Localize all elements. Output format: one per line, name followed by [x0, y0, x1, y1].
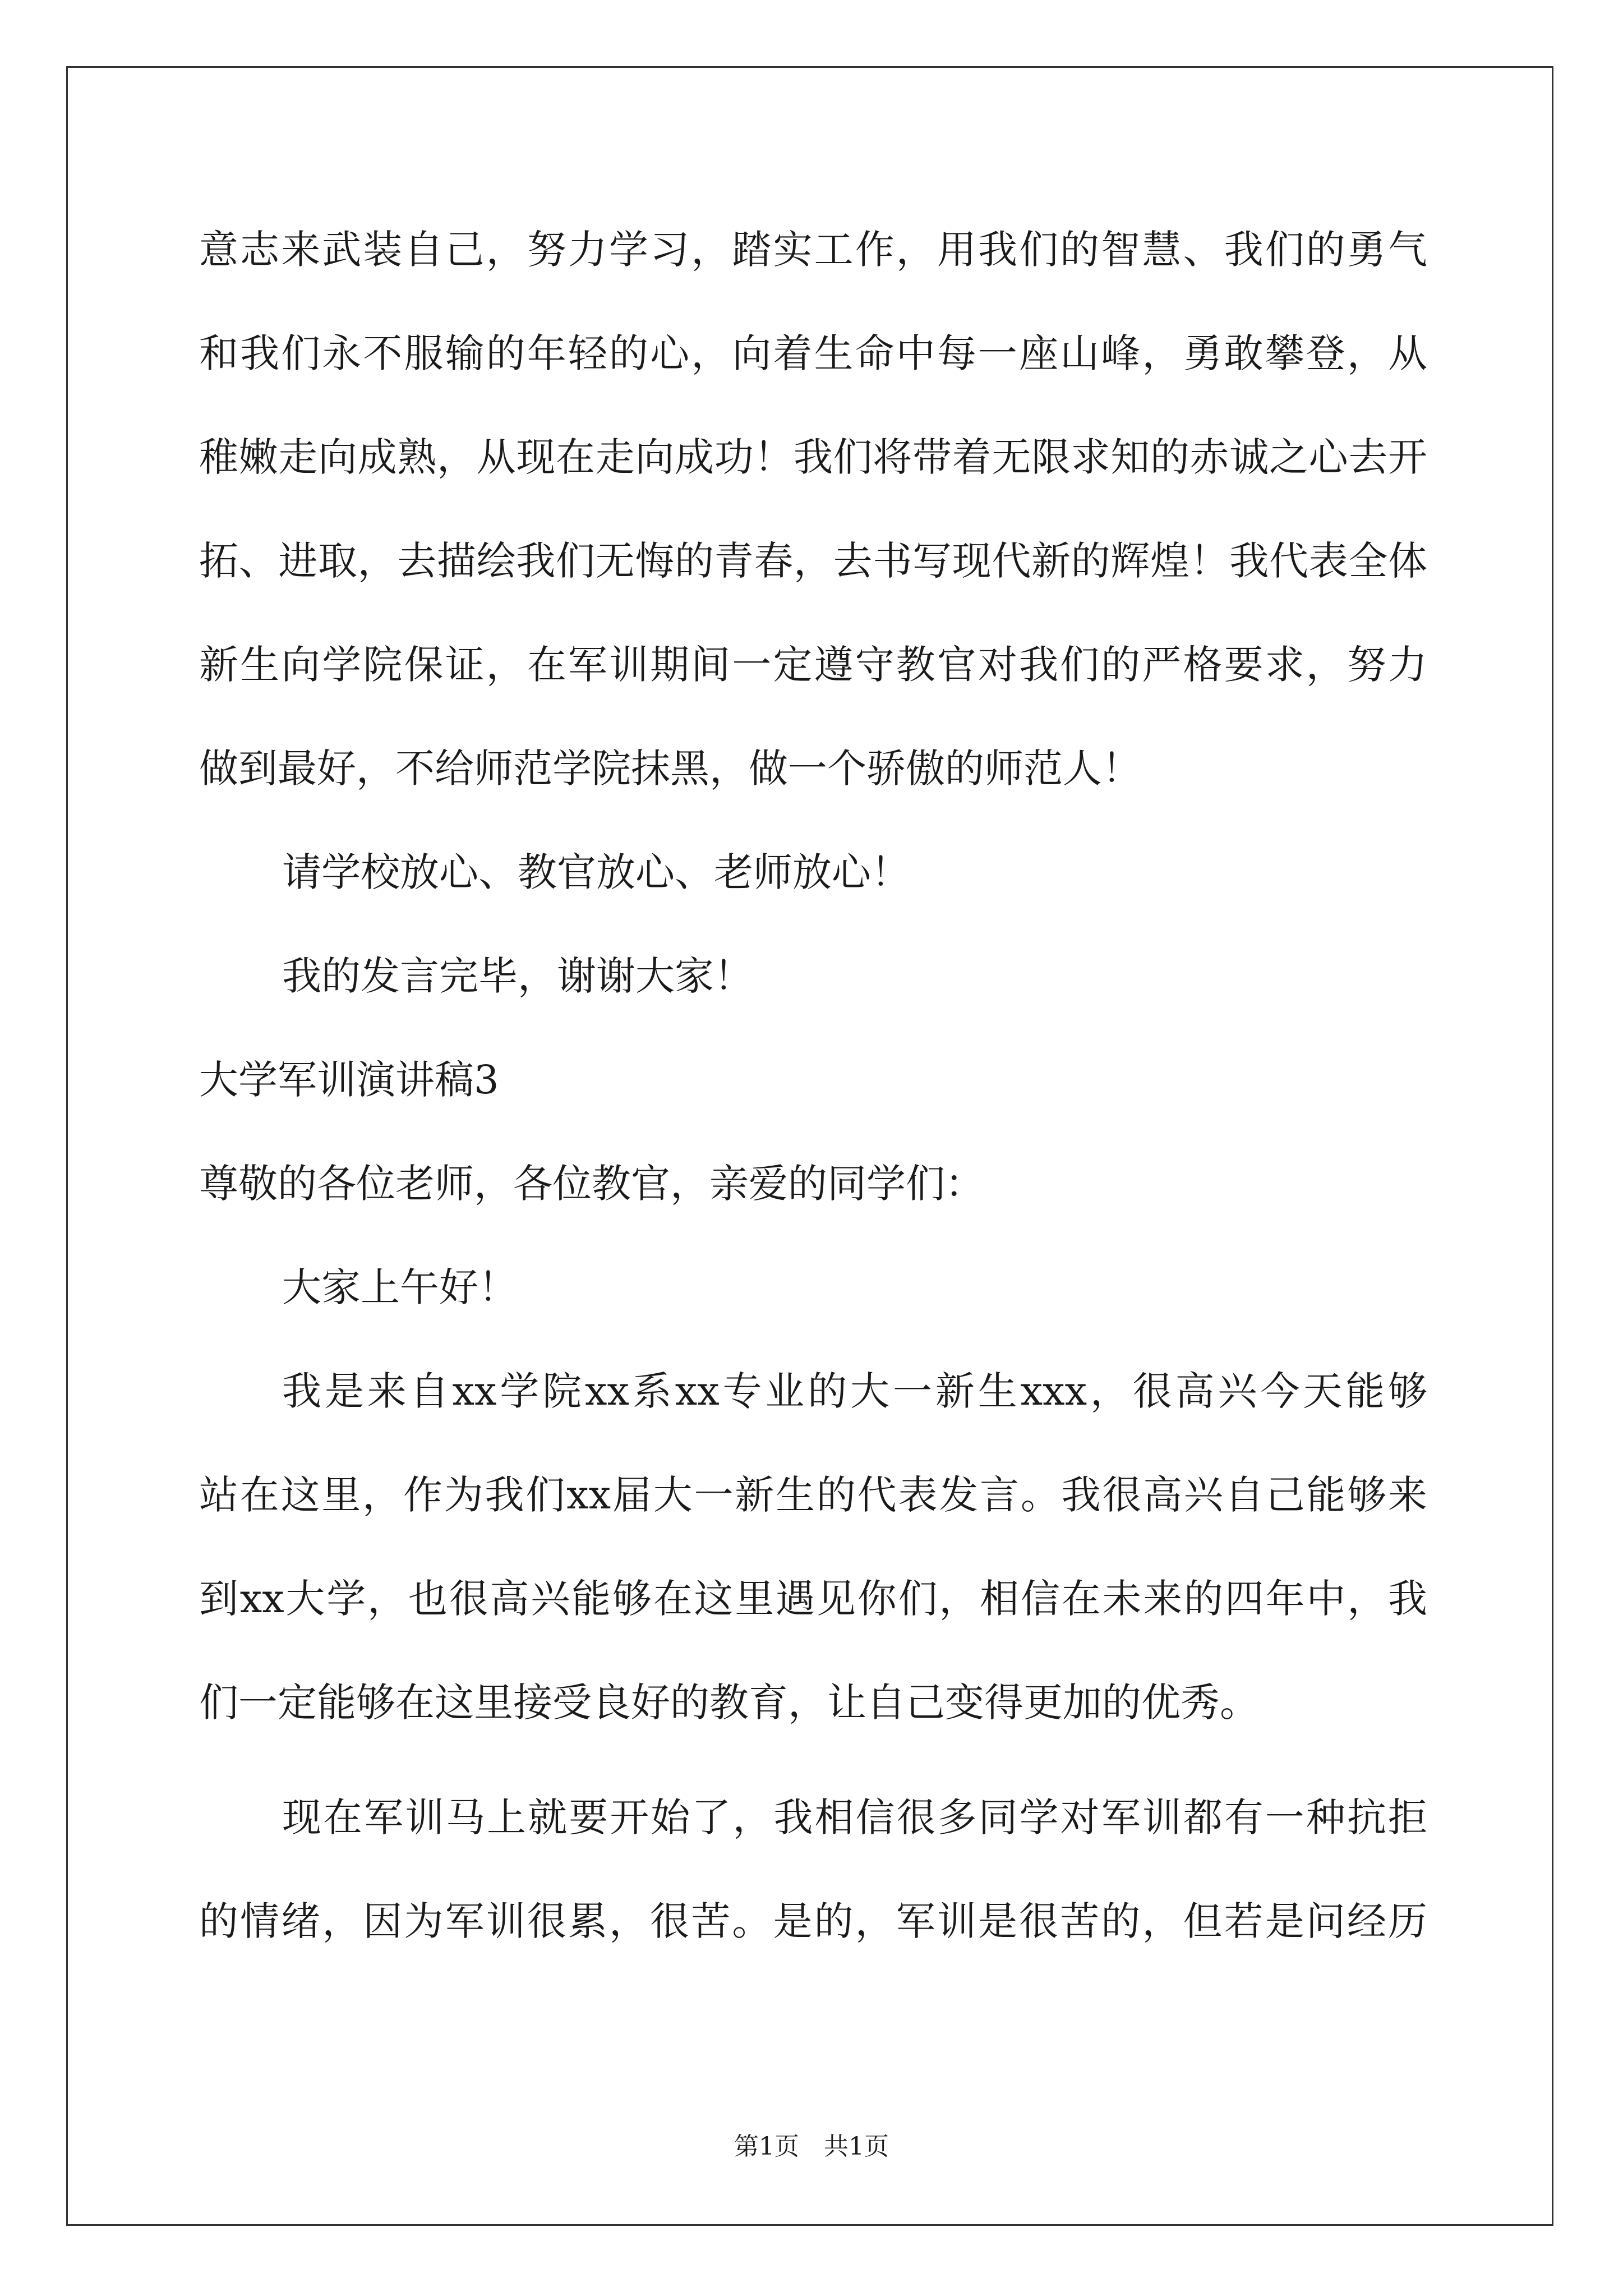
text-line: 做到最好，不给师范学院抹黑，做一个骄傲的师范人！ — [199, 746, 1141, 792]
text-line: 的情绪，因为军训很累，很苦。是的，军训是很苦的，但若是问经历 — [199, 1898, 1427, 1944]
text-line: 现在军训马上就要开始了，我相信很多同学对军训都有一种抗拒 — [282, 1795, 1427, 1841]
text-line: 站在这里，作为我们xx届大一新生的代表发言。我很高兴自己能够来 — [199, 1472, 1427, 1518]
text-line: 意志来武装自己，努力学习，踏实工作，用我们的智慧、我们的勇气 — [199, 227, 1427, 273]
salutation: 尊敬的各位老师，各位教官，亲爱的同学们： — [199, 1161, 984, 1207]
text-line: 拓、进取，去描绘我们无悔的青春，去书写现代新的辉煌！我代表全体 — [199, 538, 1427, 584]
text-line: 到xx大学，也很高兴能够在这里遇见你们，相信在未来的四年中，我 — [199, 1576, 1427, 1622]
text-line: 们一定能够在这里接受良好的教育，让自己变得更加的优秀。 — [199, 1680, 1259, 1726]
greeting: 大家上午好！ — [282, 1264, 518, 1310]
assurance-paragraph: 请学校放心、教官放心、老师放心！ — [282, 849, 910, 895]
text-line: 和我们永不服输的年轻的心，向着生命中每一座山峰，勇敢攀登，从 — [199, 330, 1427, 376]
text-line: 稚嫩走向成熟，从现在走向成功！我们将带着无限求知的赤诚之心去开 — [199, 434, 1427, 480]
section-title: 大学军训演讲稿3 — [199, 1057, 499, 1103]
text-line: 我是来自xx学院xx系xx专业的大一新生xxx，很高兴今天能够 — [282, 1368, 1427, 1414]
page-footer: 第1页 共1页 — [734, 2132, 889, 2161]
closing-paragraph: 我的发言完毕，谢谢大家！ — [282, 953, 753, 999]
text-line: 新生向学院保证，在军训期间一定遵守教官对我们的严格要求，努力 — [199, 642, 1427, 688]
